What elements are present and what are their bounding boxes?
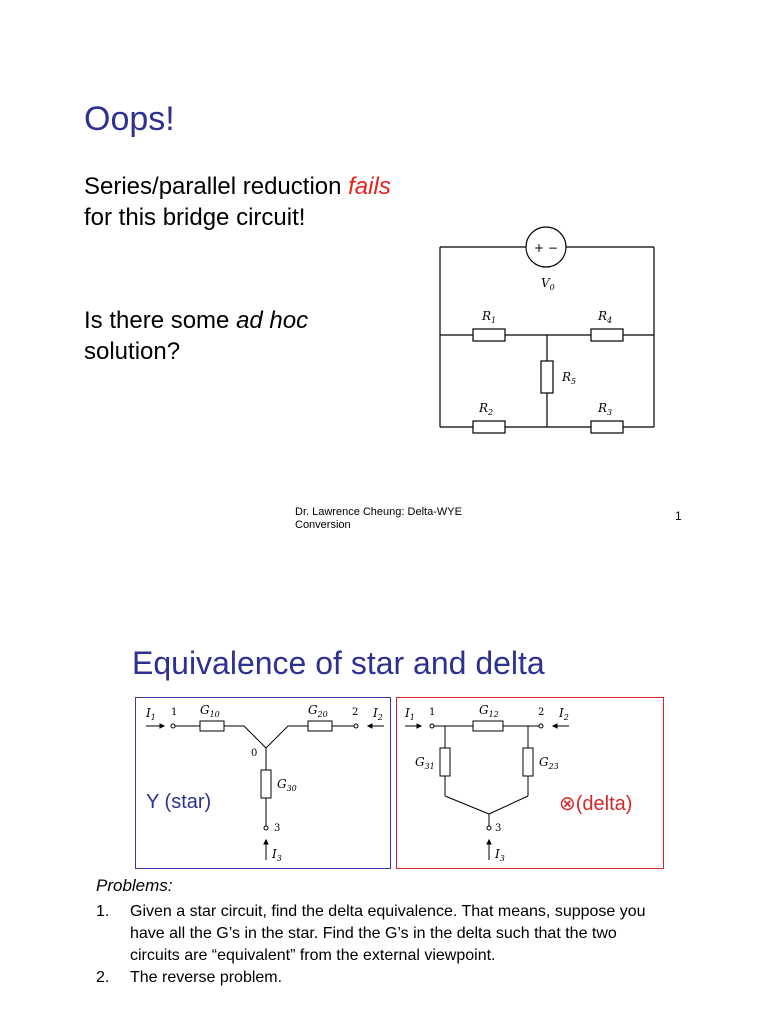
slide1-title: Oops! [84,100,175,138]
bridge-circuit-diagram [430,225,670,440]
delta-current-i1: $I_1$ [405,706,415,722]
problem-text: The reverse problem. [130,969,283,986]
star-circuit-diagram [136,698,390,868]
star-node-1: 1 [171,707,178,718]
source-polarity: + − [534,241,558,255]
resistor-r3 [591,421,623,433]
r2-label: $R_2$ [479,401,494,417]
slide1-question [84,305,444,367]
question-suffix: solution? [84,338,181,365]
star-circuit-panel [135,697,391,869]
star-resistor-g20 [308,721,332,731]
star-g10-label: $G_{10}$ [200,703,220,719]
resistor-r2 [473,421,505,433]
source-label: $V_0$ [541,276,555,292]
problem-item [96,967,656,989]
delta-current-i2: $I_2$ [559,706,569,722]
delta-g12-label: $G_{12}$ [479,703,499,719]
delta-label: ⊗(delta) [559,793,633,815]
problems-list [96,901,656,989]
resistor-r1 [473,329,505,341]
problem-item [96,901,656,967]
footer-line2: Conversion [295,519,351,531]
star-label: Y (star) [146,791,212,813]
star-current-i3: $I_3$ [272,847,282,863]
page-number: 1 [675,509,682,523]
slide1-footer [295,506,462,532]
delta-node-2: 2 [538,707,545,718]
delta-g31-label: $G_{31}$ [415,755,435,771]
question-prefix: Is there some [84,307,237,334]
r1-label: $R_1$ [482,309,497,325]
delta-resistor-g12 [473,721,503,731]
r5-label: $R_5$ [562,370,577,386]
star-resistor-g30 [261,770,271,798]
statement-emphasis: fails [348,173,391,200]
star-node-0: 0 [251,748,258,759]
star-node-2: 2 [352,707,359,718]
star-current-i2: $I_2$ [373,706,383,722]
r3-label: $R_3$ [598,401,613,417]
delta-resistor-g23 [523,748,533,776]
delta-current-i3: $I_3$ [495,847,505,863]
star-current-i1: $I_1$ [146,706,156,722]
problem-number: 1. [96,903,110,920]
problems-title: Problems: [96,876,173,895]
statement-line2: for this bridge circuit! [84,204,306,231]
slide2-title: Equivalence of star and delta [132,645,545,681]
r4-label: $R_4$ [598,309,613,325]
question-emphasis: ad hoc [236,307,309,334]
statement-prefix: Series/parallel reduction [84,173,349,200]
delta-node-1: 1 [429,707,436,718]
delta-resistor-g31 [440,748,450,776]
resistor-r4 [591,329,623,341]
star-resistor-g10 [200,721,224,731]
problem-number: 2. [96,969,110,986]
star-node-3: 3 [274,823,281,834]
slide1-statement [84,171,444,233]
resistor-r5 [541,361,553,393]
star-g30-label: $G_{30}$ [277,777,297,793]
delta-circuit-diagram [397,698,663,868]
delta-node-3: 3 [495,823,502,834]
footer-line1: Dr. Lawrence Cheung: Delta-WYE [295,506,462,518]
delta-circuit-panel [396,697,664,869]
star-g20-label: $G_{20}$ [308,703,328,719]
delta-g23-label: $G_{23}$ [539,755,559,771]
problem-text: Given a star circuit, find the delta equivalence. That means, suppose you have all the G’s in the star. Find the G’s in the delta such that the two circuits are “equivalent” from the external viewpoint. [130,903,646,964]
